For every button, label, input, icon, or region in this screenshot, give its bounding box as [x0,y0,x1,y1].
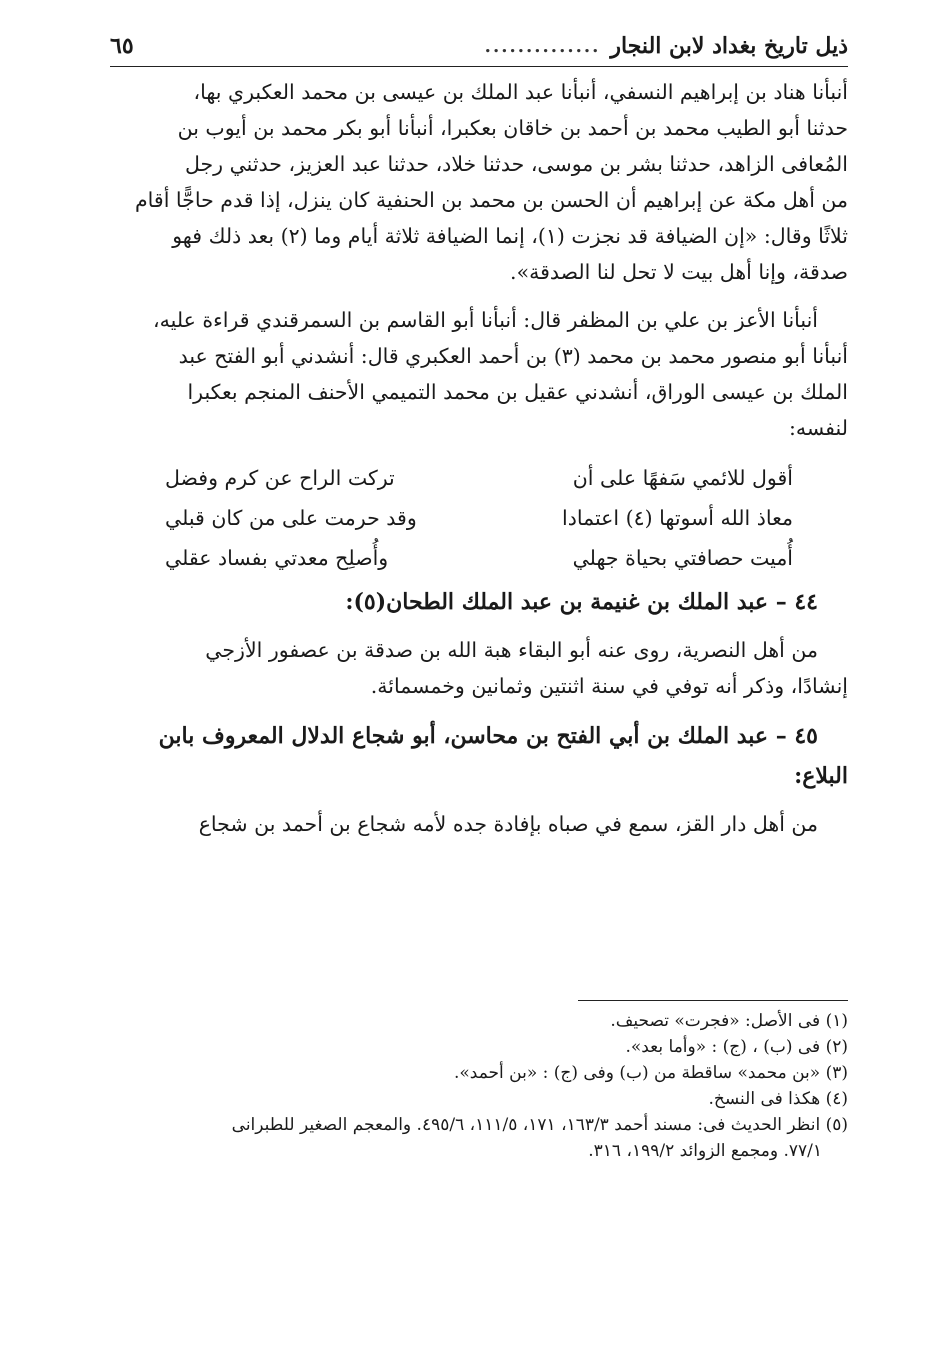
entry-44-title: ٤٤ – عبد الملك بن غنيمة بن عبد الملك الطحان(٥): [345,589,818,615]
footnote: (٢) فى (ب) ، (ج) : «وأما بعد». [625,1037,848,1057]
verse-first-hemistich: أُميت حصافتي بحياة جهلي [572,546,793,570]
footnote-rule [578,1000,848,1001]
footnote: (١) فى الأصل: «فجرت» تصحيف. [610,1011,848,1031]
footnote-continuation: ٧٧/١. ومجمع الزوائد ١٩٩/٢، ٣١٦. [588,1141,822,1161]
text-line: ثلاثًا وقال: «إن الضيافة قد نجزت (١)، إنما الضيافة ثلاثة أيام وما (٢) بعد ذلك فهو [172,224,848,248]
footnotes [110,1008,848,1164]
text-line: من أهل النصرية، روى عنه أبو البقاء هبة الله بن صدقة بن عصفور الأزجي [205,638,818,662]
entry-44-text [110,632,848,704]
text-line: لنفسه: [789,416,848,440]
footnote: (٤) هكذا فى النسخ. [708,1089,848,1109]
header-dots: .............. [484,35,601,57]
entry-45-title-line: ٤٥ – عبد الملك بن أبي الفتح بن محاسن، أبو شجاع الدلال المعروف بابن [158,723,818,749]
text-line: المُعافى الزاهد، حدثنا بشر بن موسى، حدثنا خلاد، حدثنا عبد العزيز، حدثني رجل [184,152,848,176]
text-line: إنشادًا، وذكر أنه توفي في سنة اثنتين وثمانين وخمسمائة. [370,674,848,698]
header-rule [110,66,848,67]
poem-verse [110,458,848,498]
entry-45-title-line: البلاع: [794,763,848,789]
verse-second-hemistich: تركت الراح عن كرم وفضل [165,466,395,490]
verse-second-hemistich: وقد حرمت على من كان قبلي [165,506,417,530]
text-line: من أهل دار القز، سمع في صباه بإفادة جده لأمه شجاع بن أحمد بن شجاع [198,812,818,836]
text-line: حدثنا أبو الطيب محمد بن أحمد بن خاقان بعكبرا، أنبأنا أبو بكر محمد بن أيوب بن [177,116,848,140]
text-line: من أهل مكة عن إبراهيم أن الحسن بن محمد بن الحنفية كان ينزل، إذا قدم حاجًّا أقام [134,188,848,212]
text-line: أنبأنا أبو منصور محمد بن محمد (٣) بن أحمد العكبري قال: أنشدني أبو الفتح عبد [178,344,848,368]
verse-first-hemistich: أقول للائمي سَفهًا على أن [572,466,793,490]
footnote: (٣) «بن محمد» ساقطة من (ب) وفى (ج) : «بن أحمد». [453,1063,848,1083]
text-line: الملك بن عيسى الوراق، أنشدني عقيل بن محمد التميمي الأحنف المنجم بعكبرا [187,380,848,404]
entry-45-text [110,806,848,842]
verse-second-hemistich: وأُصلِح معدتي بفساد عقلي [165,546,389,570]
poem [110,458,848,578]
paragraph-isnad [110,302,848,446]
poem-verse [110,498,848,538]
running-header [110,26,848,66]
text-line: أنبأنا هناد بن إبراهيم النسفي، أنبأنا عبد الملك بن عيسى بن محمد العكبري بها، [193,80,848,104]
main-text [110,74,848,854]
paragraph-hadith [110,74,848,290]
text-line: أنبأنا الأعز بن علي بن المظفر قال: أنبأنا أبو القاسم بن السمرقندي قراءة عليه، [153,308,818,332]
running-title: ذيل تاريخ بغداد لابن النجار [610,33,848,59]
poem-verse [110,538,848,578]
verse-first-hemistich: معاذ الله أسوتها (٤) اعتمادا [562,506,793,530]
footnote: (٥) انظر الحديث فى: مسند أحمد ١٦٣/٣، ١٧١، ١١١/٥، ٤٩٥/٦. والمعجم الصغير للطبرانى [231,1115,848,1135]
entry-45-title [110,716,848,796]
page-number: ٦٥ [110,33,134,59]
text-line: صدقة، وإنا أهل بيت لا تحل لنا الصدقة». [510,260,848,284]
